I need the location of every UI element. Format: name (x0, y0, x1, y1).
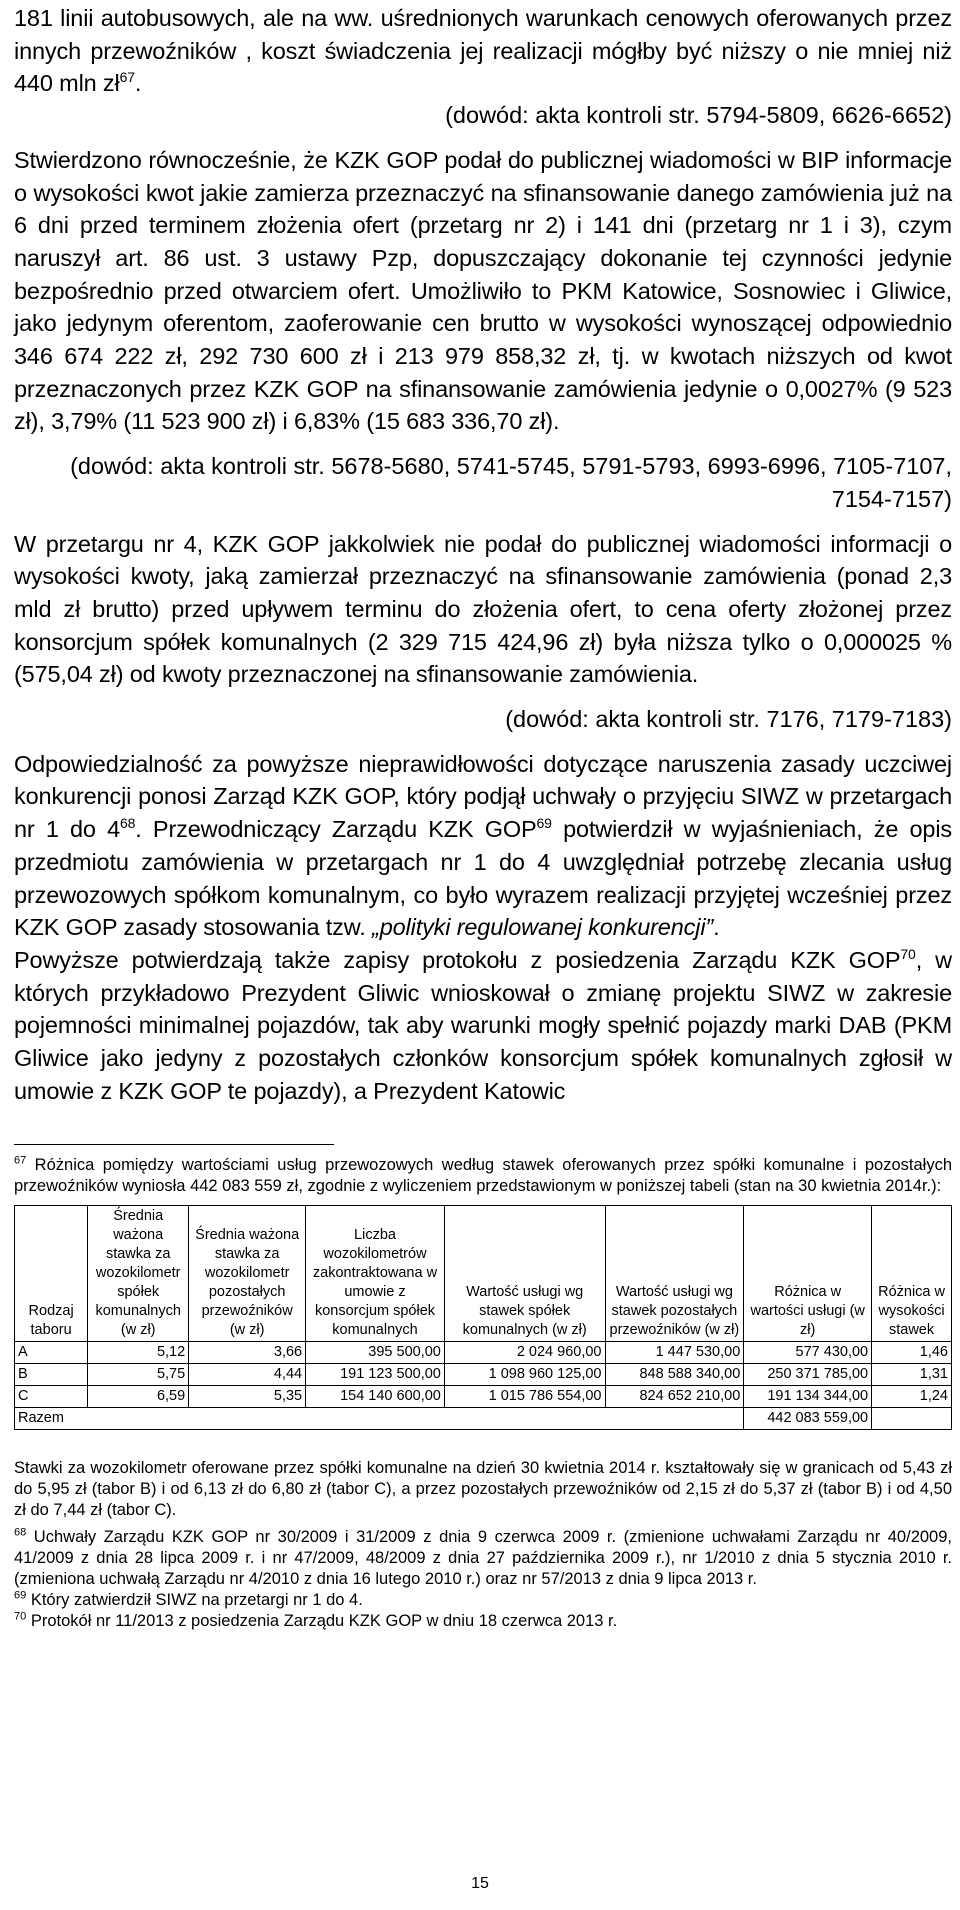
footnote-68-text: Uchwały Zarządu KZK GOP nr 30/2009 i 31/2009 z dnia 9 czerwca 2009 r. (zmienione uchwałami Zarządu nr 40/2009, 41/2009 z dnia 28 lipca 2009 r. i nr 47/2009, 48/2009 z dnia 27 października 2009 r.), nr 1/2010 z dnia 5 stycznia 2010 r. (zmieniona uchwałą Zarządu nr 4/2010 z dnia 16 lutego 2010 r.) oraz nr 57/2013 z dnia 9 lipca 2013 r. (14, 1527, 952, 1588)
table-cell: 395 500,00 (306, 1341, 445, 1363)
paragraph-3: W przetargu nr 4, KZK GOP jakkolwiek nie podał do publicznej wiadomości informacji o wysokości kwoty, jaką zamierzał przeznaczyć na sfinansowanie zamówienia (ponad 2,3 mld zł brutto) przed upływem terminu do złożenia ofert, to cena oferty złożonej przez konsorcjum spółek komunalnych (2 329 715 424,96 zł) była niższa tylko o 0,000025 % (575,04 zł) od kwoty przeznaczonej na sfinansowanie zamówienia. (14, 530, 952, 688)
table-row (15, 1363, 952, 1385)
evidence-3: (dowód: akta kontroli str. 7176, 7179-7183) (505, 706, 952, 733)
paragraph-5-text-b: , w których przykładowo Prezydent Gliwic wnioskował o zmianę projektu SIWZ w zakresie pojemności minimalnej pojazdów, tak aby warunki mogły spełnić pojazdy marki DAB (PKM Gliwice jako jedyny z pozostałych członków konsorcjum spółek komunalnych zgłosił w umowie z KZK GOP te pojazdy), a Prezydent Katowic (14, 946, 952, 1104)
table-row (15, 1341, 952, 1363)
table-cell: 6,59 (88, 1385, 189, 1407)
table-total-row (15, 1407, 952, 1429)
evidence-1: (dowód: akta kontroli str. 5794-5809, 6626-6652) (445, 102, 952, 129)
table-cell: 191 134 344,00 (744, 1385, 872, 1407)
table-cell: 4,44 (189, 1363, 306, 1385)
total-empty-cell (872, 1407, 952, 1429)
footnote-ref-70[interactable]: 70 (900, 946, 916, 963)
paragraph-5 (14, 944, 952, 1108)
paragraph-4-text-a: Odpowiedzialność za powyższe nieprawidłowości dotyczące naruszenia zasady uczciwej konkurencji ponosi Zarząd KZK GOP, który podjął uchwały o przyjęciu SIWZ w przetargach nr 1 do 4 (14, 750, 952, 843)
document-page (14, 0, 952, 1632)
paragraph-4-end: . (713, 914, 720, 941)
footnote-ref-67[interactable]: 67 (119, 69, 135, 86)
table-cell: C (15, 1385, 88, 1407)
paragraph-4-text-c: potwierdził w wyjaśnieniach, że opis przedmiotu zamówienia w przetargach nr 1 do 4 uwzględniał potrzebę zlecania usług przewozowych spółkom komunalnym, co było wyrazem realizacji przyjętej wcześniej przez KZK GOP zasady stosowania tzw. (14, 816, 953, 941)
footnote-ref-68[interactable]: 68 (120, 815, 136, 832)
paragraph-1 (14, 2, 952, 100)
header-roznica-wartosci: Różnica w wartości usługi (w zł) (744, 1205, 872, 1341)
paragraph-5-text-a: Powyższe potwierdzają także zapisy protokołu z posiedzenia Zarządu KZK GOP (14, 946, 901, 973)
table-cell: 3,66 (189, 1341, 306, 1363)
footnote-70-number: 70 (14, 1610, 27, 1622)
table-cell: 848 588 340,00 (605, 1363, 744, 1385)
table-cell: 250 371 785,00 (744, 1363, 872, 1385)
paragraph-1-end: . (134, 70, 142, 97)
table-cell: 5,35 (189, 1385, 306, 1407)
header-stawka-pozostalych: Średnia ważona stawka za wozokilometr pozostałych przewoźników (w zł) (189, 1205, 306, 1341)
table-cell: 1,46 (872, 1341, 952, 1363)
footnote-67-number: 67 (14, 1154, 27, 1166)
table-row (15, 1385, 952, 1407)
header-liczba-wozokilometrow: Liczba wozokilometrów zakontraktowana w umowie z konsorcjum spółek komunalnych (306, 1205, 445, 1341)
footnote-68-number: 68 (14, 1526, 27, 1538)
total-label: Razem (15, 1407, 744, 1429)
paragraph-4 (14, 748, 952, 944)
footnote-69 (14, 1590, 952, 1611)
table-cell: 154 140 600,00 (306, 1385, 445, 1407)
header-wartosc-spolek: Wartość usługi wg stawek spółek komunalnych (w zł) (444, 1205, 605, 1341)
footnote-69-text: Który zatwierdził SIWZ na przetargi nr 1 do 4. (26, 1590, 363, 1609)
footnote-70 (14, 1611, 952, 1632)
footnote-67-text: Różnica pomiędzy wartościami usług przewozowych według stawek oferowanych przez spółki komunalne i pozostałych przewoźników wyniosła 442 083 559 zł, zgodnie z wyliczeniem przedstawionym w poniższej tabeli (stan na 30 kwietnia 2014r.): (14, 1155, 952, 1195)
footnote-67 (14, 1155, 952, 1197)
footnote-69-number: 69 (14, 1589, 27, 1601)
page-number: 15 (471, 1875, 489, 1892)
table-header-row (15, 1205, 952, 1341)
table-cell: 1 098 960 125,00 (444, 1363, 605, 1385)
table-cell: 577 430,00 (744, 1341, 872, 1363)
header-wartosc-pozostalych: Wartość usługi wg stawek pozostałych przewoźników (w zł) (605, 1205, 744, 1341)
evidence-2: (dowód: akta kontroli str. 5678-5680, 5741-5745, 5791-5793, 6993-6996, 7105-7107, 7154-7157) (70, 453, 952, 512)
table-note: Stawki za wozokilometr oferowane przez spółki komunalne na dzień 30 kwietnia 2014 r. kształtowały się w granicach od 5,43 zł do 5,95 zł (tabor B) i od 6,13 zł do 6,80 zł (tabor C), a przez pozostałych przewoźników od 2,15 zł do 5,37 zł (tabor B) i od 4,50 zł do 7,44 zł (tabor C). (14, 1458, 952, 1519)
table-cell: 1,31 (872, 1363, 952, 1385)
footnote-70-text: Protokół nr 11/2013 z posiedzenia Zarządu KZK GOP w dniu 18 czerwca 2013 r. (26, 1611, 618, 1630)
paragraph-1-text: 181 linii autobusowych, ale na ww. uśrednionych warunkach cenowych oferowanych przez innych przewoźników , koszt świadczenia jej realizacji mógłby być niższy o nie mniej niż 440 mln zł (14, 5, 952, 97)
total-value: 442 083 559,00 (744, 1407, 872, 1429)
table-cell: 1 447 530,00 (605, 1341, 744, 1363)
cost-comparison-table (14, 1205, 952, 1430)
paragraph-2: Stwierdzono równocześnie, że KZK GOP podał do publicznej wiadomości w BIP informacje o wysokości kwot jakie zamierza przeznaczyć na sfinansowanie danego zamówienia już na 6 dni przed terminem złożenia ofert (przetarg nr 2) i 141 dni (przetarg nr 1 i 3), czym naruszył art. 86 ust. 3 ustawy Pzp, dopuszczający dokonanie tej czynności jedynie bezpośrednio przed otwarciem ofert. Umożliwiło to PKM Katowice, Sosnowiec i Gliwice, jako jedynym oferentom, zaoferowanie cen brutto w wysokości wynoszącej odpowiednio 346 674 222 zł, 292 730 600 zł i 213 979 858,32 zł, tj. w kwotach niższych od kwot przeznaczonych przez KZK GOP na sfinansowanie zamówienia jedynie o 0,0027% (9 523 zł), 3,79% (11 523 900 zł) i 6,83% (15 683 336,70 zł). (14, 146, 952, 435)
footnote-ref-69[interactable]: 69 (536, 815, 552, 832)
footnote-separator (14, 1144, 334, 1145)
table-cell: A (15, 1341, 88, 1363)
table-cell: 2 024 960,00 (444, 1341, 605, 1363)
paragraph-4-italic: „polityki regulowanej konkurencji” (372, 914, 714, 941)
header-roznica-stawek: Różnica w wysokości stawek (872, 1205, 952, 1341)
table-cell: 824 652 210,00 (605, 1385, 744, 1407)
footnote-68 (14, 1527, 952, 1590)
header-rodzaj-taboru: Rodzaj taboru (15, 1205, 88, 1341)
header-stawka-spolek: Średnia ważona stawka za wozokilometr spółek komunalnych (w zł) (88, 1205, 189, 1341)
table-cell: 191 123 500,00 (306, 1363, 445, 1385)
table-cell: 1,24 (872, 1385, 952, 1407)
table-cell: B (15, 1363, 88, 1385)
table-cell: 1 015 786 554,00 (444, 1385, 605, 1407)
paragraph-4-text-b: . Przewodniczący Zarządu KZK GOP (135, 816, 537, 843)
table-cell: 5,75 (88, 1363, 189, 1385)
table-cell: 5,12 (88, 1341, 189, 1363)
